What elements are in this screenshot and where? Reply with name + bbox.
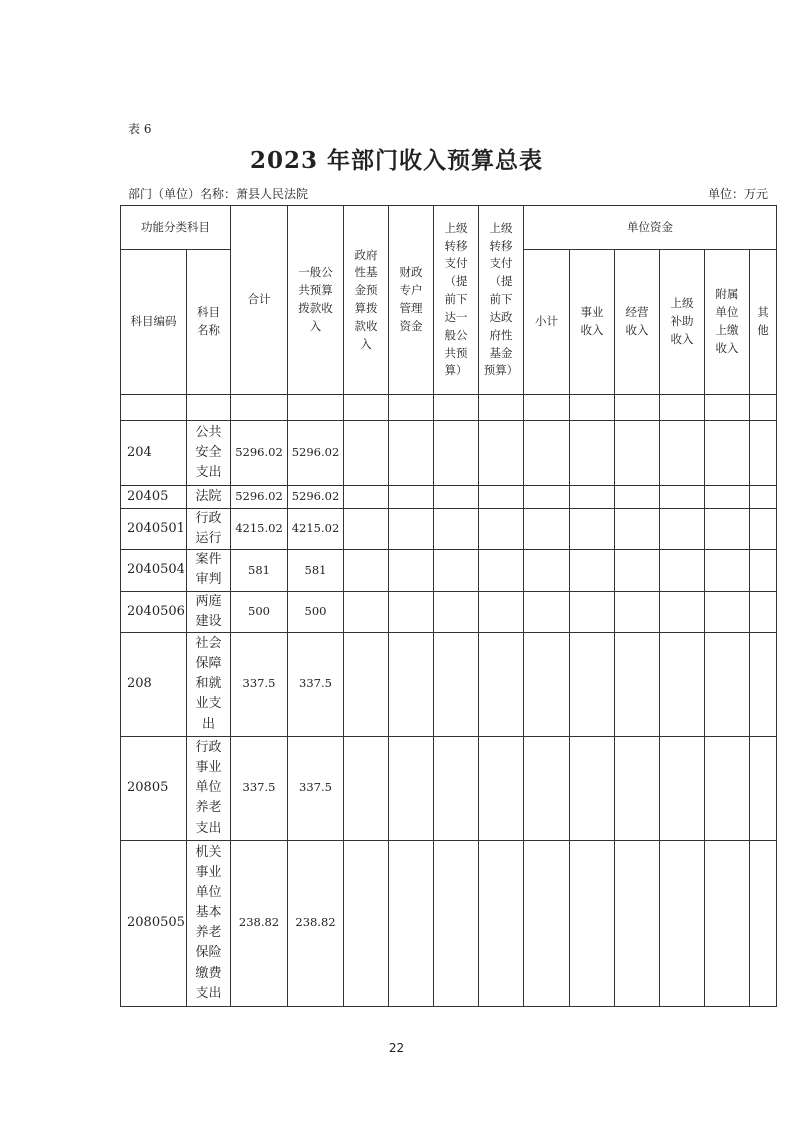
operating-income-header: 经营 收入 — [615, 250, 660, 395]
cell-empty — [660, 550, 705, 591]
cell-empty — [615, 421, 660, 486]
cell-empty — [750, 421, 777, 486]
cell-name: 两庭 建设 — [187, 591, 231, 632]
table-row — [121, 421, 777, 486]
cell-total: 5296.02 — [231, 421, 288, 486]
cell-empty — [479, 591, 524, 632]
cell-empty — [389, 486, 434, 509]
cell-code: 204 — [121, 421, 187, 486]
cell-empty — [570, 509, 615, 550]
cell-name: 社会 保障 和就 业支 出 — [187, 632, 231, 736]
cell-empty — [434, 486, 479, 509]
cell-total: 238.82 — [231, 840, 288, 1006]
cell-code: 2040506 — [121, 591, 187, 632]
cell-empty — [570, 550, 615, 591]
cell-empty — [615, 736, 660, 840]
cell-empty — [750, 591, 777, 632]
cell-empty — [750, 632, 777, 736]
table-row — [121, 509, 777, 550]
income-budget-table — [120, 205, 777, 1007]
cell-general: 581 — [288, 550, 344, 591]
header-row-1 — [121, 206, 777, 250]
cell-total: 337.5 — [231, 632, 288, 736]
table-label: 表 6 — [128, 122, 152, 136]
cell-empty — [389, 632, 434, 736]
table-row — [121, 550, 777, 591]
cell-empty — [479, 421, 524, 486]
code-header: 科目编码 — [121, 250, 187, 395]
cell-empty — [434, 421, 479, 486]
cell-empty — [705, 840, 750, 1006]
gov-fund-header: 政府 性基 金预 算拨 款收 入 — [344, 206, 389, 395]
transfer-general-header: 上级 转移 支付 （提 前下 达一 般公 共预 算） — [434, 206, 479, 395]
cell-empty — [344, 591, 389, 632]
cell-empty — [479, 486, 524, 509]
cell-empty — [389, 421, 434, 486]
cell-empty — [705, 509, 750, 550]
table-row — [121, 591, 777, 632]
cell-general: 337.5 — [288, 632, 344, 736]
cell-general: 5296.02 — [288, 421, 344, 486]
cell-empty — [524, 736, 570, 840]
affiliated-income-header: 附属 单位 上缴 收入 — [705, 250, 750, 395]
cell-empty — [570, 486, 615, 509]
cell-empty — [570, 421, 615, 486]
cell-code: 2080505 — [121, 840, 187, 1006]
cell-empty — [434, 591, 479, 632]
table-row — [121, 736, 777, 840]
cell-general: 5296.02 — [288, 486, 344, 509]
cell-empty — [434, 632, 479, 736]
cell-empty — [570, 736, 615, 840]
cell-code: 2040504 — [121, 550, 187, 591]
cell-empty — [524, 421, 570, 486]
cell-empty — [524, 591, 570, 632]
subsidy-income-header: 上级 补助 收入 — [660, 250, 705, 395]
table-row — [121, 486, 777, 509]
cell-total: 337.5 — [231, 736, 288, 840]
cell-empty — [750, 509, 777, 550]
cell-empty — [479, 840, 524, 1006]
cell-code: 20805 — [121, 736, 187, 840]
name-header: 科目 名称 — [187, 250, 231, 395]
cell-empty — [344, 421, 389, 486]
cell-total: 581 — [231, 550, 288, 591]
cell-empty — [660, 591, 705, 632]
cell-empty — [705, 421, 750, 486]
cell-empty — [660, 840, 705, 1006]
subtotal-header: 小计 — [524, 250, 570, 395]
cell-empty — [750, 550, 777, 591]
cell-total: 5296.02 — [231, 486, 288, 509]
cell-empty — [615, 486, 660, 509]
cell-empty — [344, 632, 389, 736]
cell-empty — [434, 550, 479, 591]
cell-name: 机关 事业 单位 基本 养老 保险 缴费 支出 — [187, 840, 231, 1006]
cell-empty — [479, 736, 524, 840]
cell-general: 4215.02 — [288, 509, 344, 550]
total-header: 合计 — [231, 206, 288, 395]
cell-empty — [389, 736, 434, 840]
cell-empty — [479, 632, 524, 736]
page-number: 22 — [388, 1041, 405, 1055]
cell-empty — [389, 840, 434, 1006]
cell-code: 2040501 — [121, 509, 187, 550]
cell-empty — [479, 509, 524, 550]
cell-empty — [479, 550, 524, 591]
cell-name: 法院 — [187, 486, 231, 509]
cell-empty — [389, 550, 434, 591]
cell-empty — [705, 550, 750, 591]
cell-empty — [660, 486, 705, 509]
cell-empty — [570, 591, 615, 632]
other-header: 其 他 — [750, 250, 777, 395]
cell-empty — [344, 486, 389, 509]
cell-empty — [750, 736, 777, 840]
unit-label: 单位：万元 — [707, 187, 768, 201]
cell-empty — [524, 632, 570, 736]
cell-empty — [344, 736, 389, 840]
cell-code: 20405 — [121, 486, 187, 509]
cell-empty — [434, 509, 479, 550]
cell-empty — [660, 736, 705, 840]
unit-funds-header: 单位资金 — [524, 206, 777, 250]
cell-empty — [389, 591, 434, 632]
cell-empty — [750, 486, 777, 509]
cell-empty — [615, 632, 660, 736]
cell-empty — [660, 421, 705, 486]
cell-general: 238.82 — [288, 840, 344, 1006]
cell-empty — [344, 550, 389, 591]
cell-empty — [344, 840, 389, 1006]
cell-empty — [344, 509, 389, 550]
func-class-header: 功能分类科目 — [121, 206, 231, 250]
cell-empty — [705, 632, 750, 736]
table-row — [121, 840, 777, 1006]
cell-code: 208 — [121, 632, 187, 736]
cell-empty — [615, 509, 660, 550]
transfer-fund-header: 上级 转移 支付 （提 前下 达政 府性 基金 预算） — [479, 206, 524, 395]
general-budget-header: 一般公 共预算 拨款收 入 — [288, 206, 344, 395]
cell-empty — [615, 591, 660, 632]
cell-total: 4215.02 — [231, 509, 288, 550]
cell-empty — [524, 486, 570, 509]
cell-empty — [660, 509, 705, 550]
blank-row — [121, 395, 777, 421]
cell-empty — [434, 840, 479, 1006]
cell-empty — [705, 591, 750, 632]
cell-empty — [524, 840, 570, 1006]
cell-general: 500 — [288, 591, 344, 632]
business-income-header: 事业 收入 — [570, 250, 615, 395]
cell-name: 公共 安全 支出 — [187, 421, 231, 486]
cell-empty — [524, 550, 570, 591]
cell-empty — [524, 509, 570, 550]
table-row — [121, 632, 777, 736]
cell-empty — [705, 486, 750, 509]
cell-name: 案件 审判 — [187, 550, 231, 591]
cell-empty — [705, 736, 750, 840]
department-name: 部门（单位）名称：萧县人民法院 — [128, 187, 309, 201]
cell-empty — [570, 632, 615, 736]
cell-empty — [615, 550, 660, 591]
fiscal-special-header: 财政 专户 管理 资金 — [389, 206, 434, 395]
cell-name: 行政 事业 单位 养老 支出 — [187, 736, 231, 840]
cell-empty — [615, 840, 660, 1006]
cell-total: 500 — [231, 591, 288, 632]
cell-name: 行政 运行 — [187, 509, 231, 550]
cell-empty — [389, 509, 434, 550]
cell-empty — [434, 736, 479, 840]
cell-empty — [660, 632, 705, 736]
cell-empty — [570, 840, 615, 1006]
page-title: 2023 年部门收入预算总表 — [249, 147, 544, 174]
cell-empty — [750, 840, 777, 1006]
cell-general: 337.5 — [288, 736, 344, 840]
